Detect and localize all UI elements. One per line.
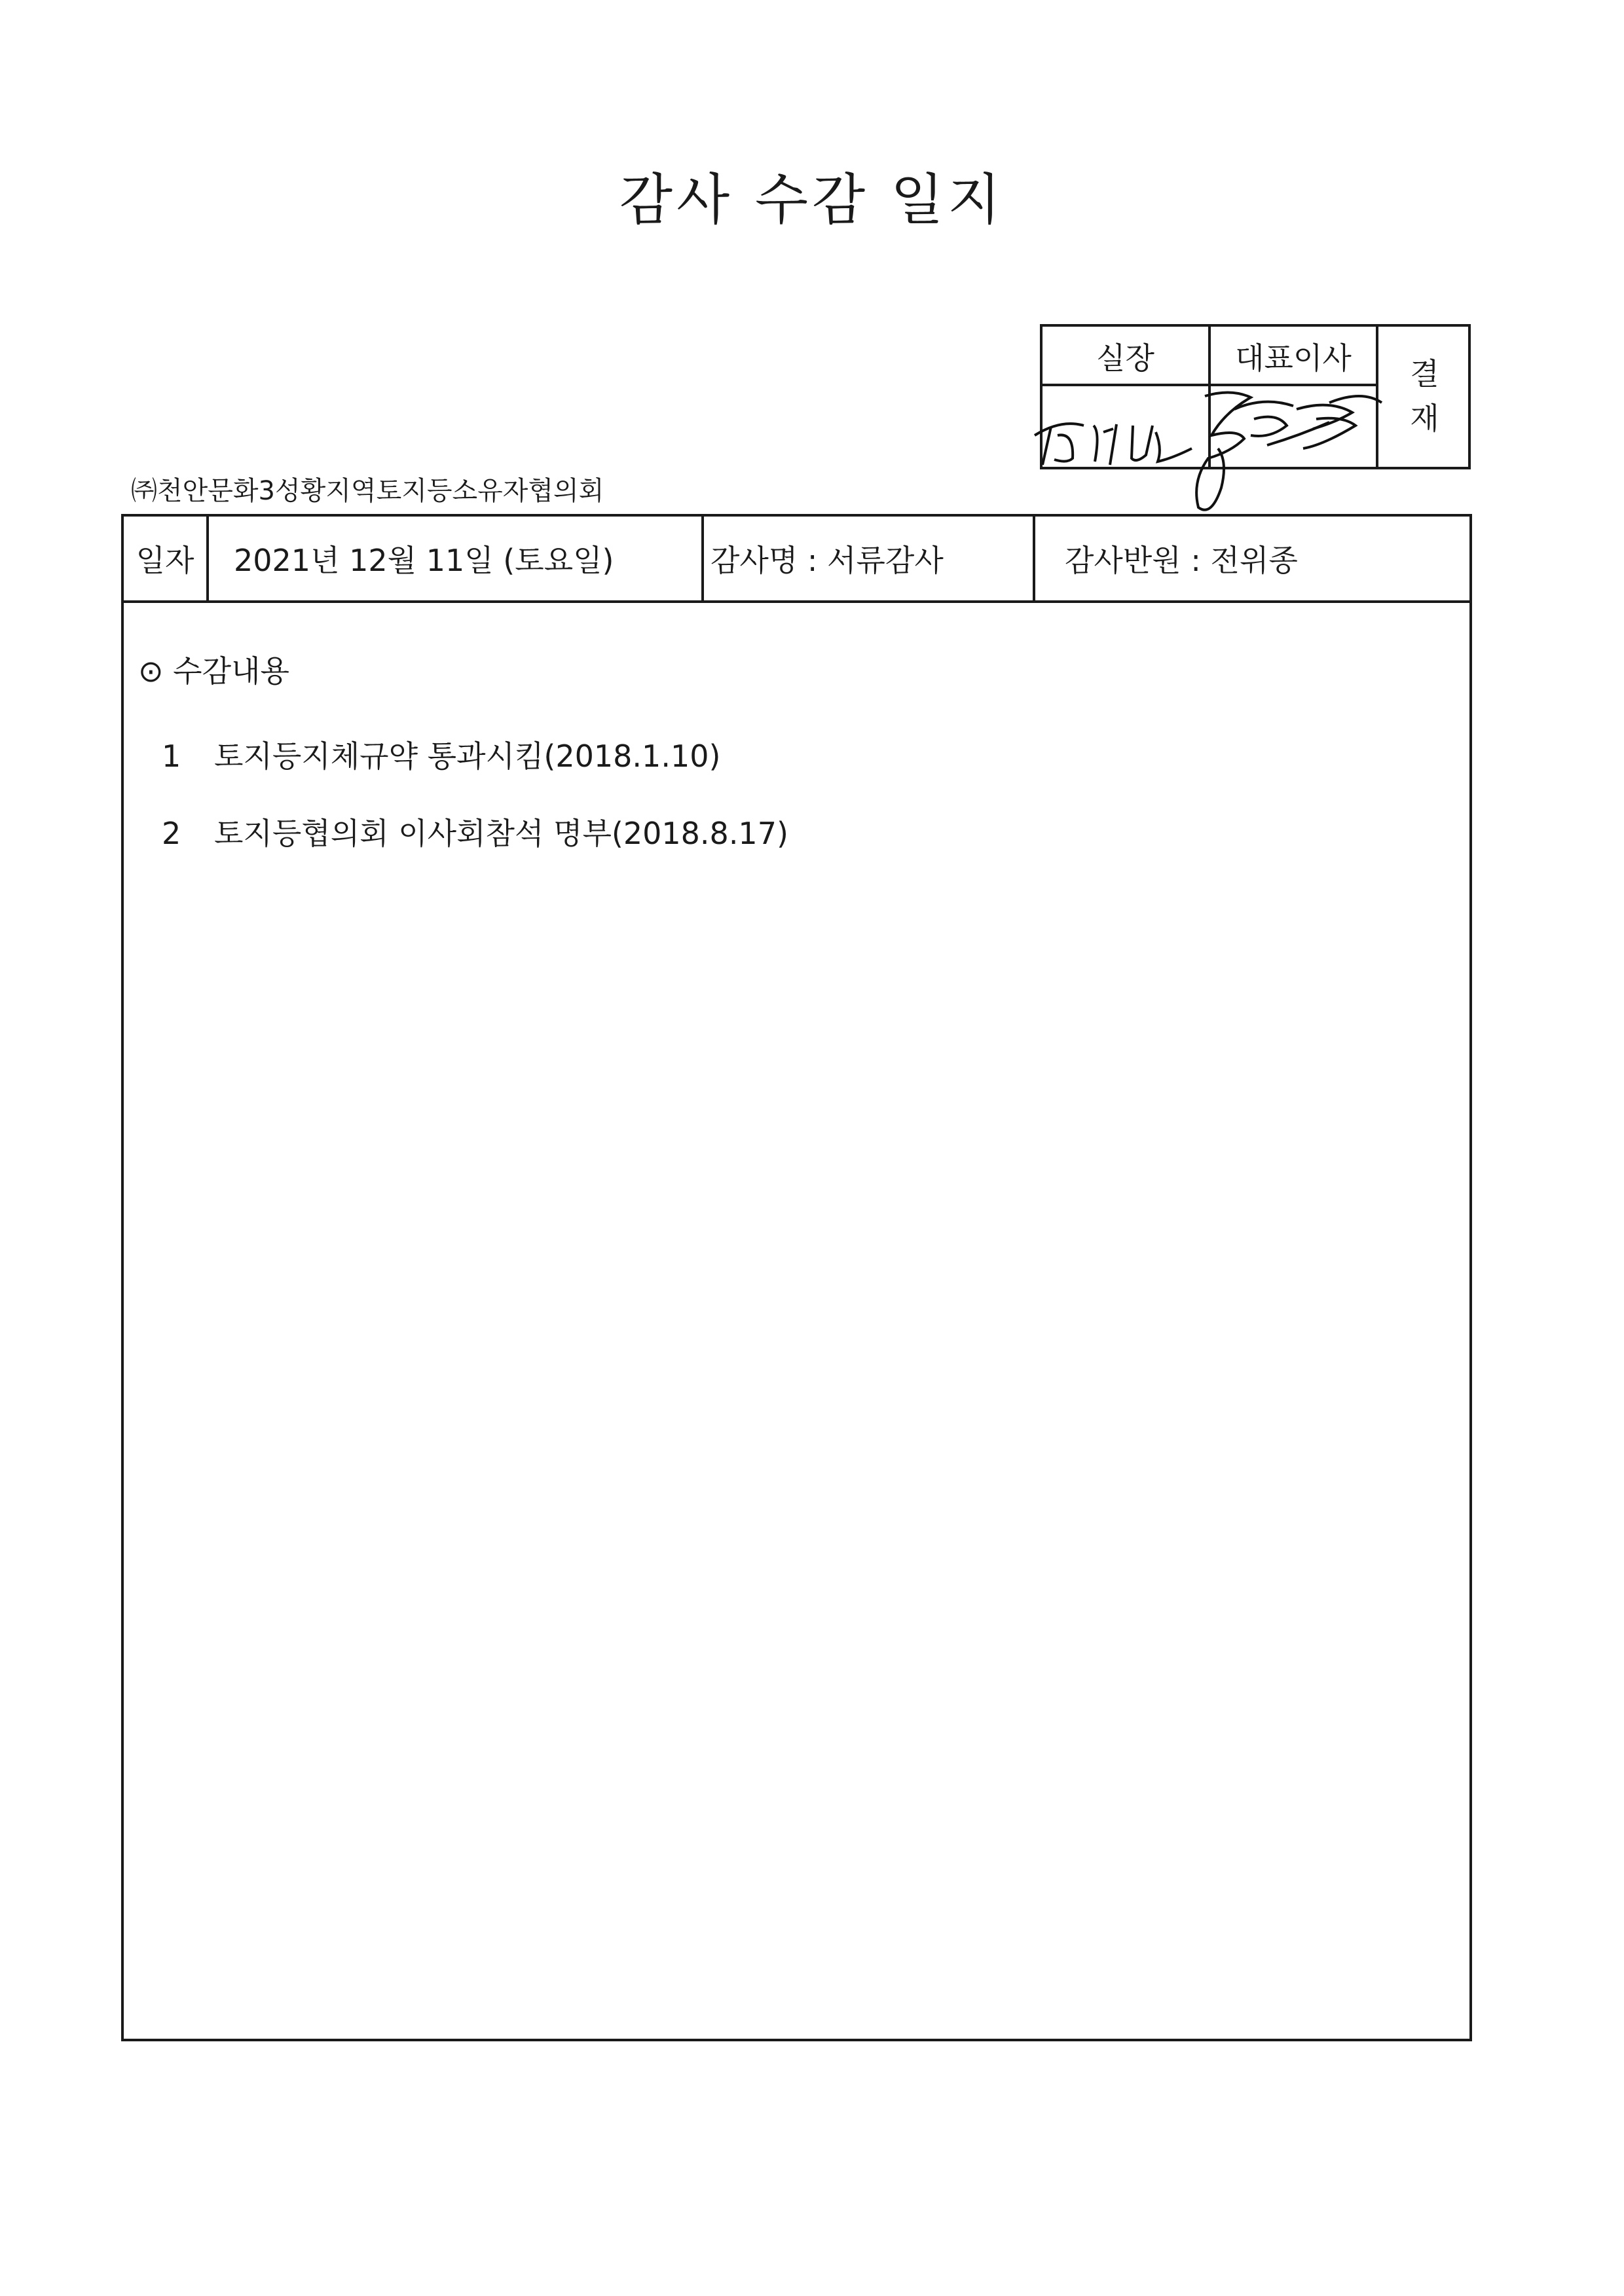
form-header-row <box>124 517 1469 603</box>
approval-head-ceo: 대표이사 <box>1235 340 1352 376</box>
item-text: 토지등협의회 이사회참석 명부(2018.8.17) <box>214 816 788 851</box>
approval-label-bottom: 재 <box>1410 401 1439 436</box>
page-title: 감사 수감 일지 <box>619 168 1005 232</box>
list-item <box>162 733 720 776</box>
item-number: 1 <box>162 738 181 774</box>
date-label: 일자 <box>124 517 209 600</box>
ceo-signature <box>1172 383 1388 520</box>
date-value: 2021년 12월 11일 (토요일) <box>209 517 704 600</box>
item-number: 2 <box>162 816 181 851</box>
approval-head-manager: 실장 <box>1096 340 1154 376</box>
auditor-name: 감사반원 : 전위종 <box>1065 543 1298 578</box>
list-item <box>162 810 788 853</box>
content-heading: ⊙ 수감내용 <box>138 653 289 689</box>
audit-form <box>121 514 1472 2041</box>
audit-name: 감사명 : 서류감사 <box>704 517 1035 600</box>
item-text: 토지등지체규약 통과시킴(2018.1.10) <box>214 738 721 774</box>
approval-label-top: 결 <box>1410 356 1439 392</box>
organization-name: ㈜천안문화3성황지역토지등소유자협의회 <box>131 476 604 506</box>
